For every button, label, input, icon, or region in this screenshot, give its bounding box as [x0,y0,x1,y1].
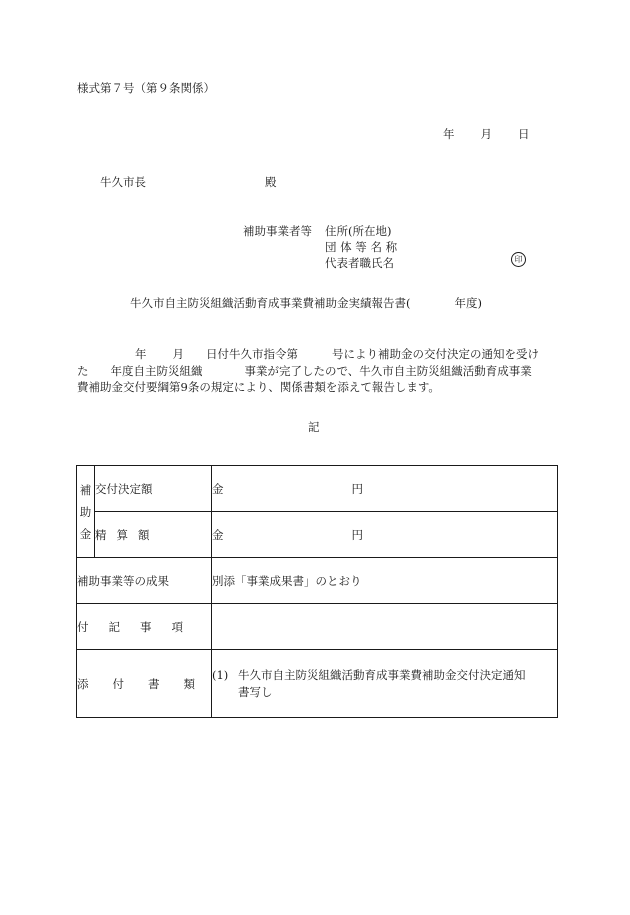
date-day: 日 [518,127,530,141]
settlement-value: 金 円 [212,512,558,558]
attachments-value [212,650,558,718]
attachment-line2: 書写し [238,684,273,699]
report-title-main: 牛久市自主防災組織活動育成事業費補助金実績報告書( [130,296,411,310]
addressee [100,177,277,189]
notes-value [212,604,558,650]
report-table [76,465,558,718]
settlement-label: 精 算 額 [95,512,212,558]
notes-row [77,604,558,650]
results-value: 別添「事業成果書」のとおり [212,558,558,604]
body-month: 月 [172,347,184,361]
report-title [130,298,482,310]
body-line1-b: 号により補助金の交付決定の通知を受け [332,347,539,361]
body-line2-a: た [77,363,89,378]
results-label: 補助事業等の成果 [77,558,212,604]
notes-label: 付 記 事 項 [77,604,212,650]
ki-heading: 記 [308,420,320,434]
body-paragraph [77,346,557,396]
attachment-line1: 牛久市自主防災組織活動育成事業費補助金交付決定通知 [238,667,526,682]
grant-decision-value: 金 円 [212,466,558,512]
address-label: 住所(所在地) [325,224,392,238]
form-number: 様式第７号（第９条関係） [77,81,215,95]
date-year: 年 [443,127,455,141]
report-title-suffix: 年度) [454,296,482,310]
hojokin-label: 補 助 金 [77,466,95,558]
grant-decision-label: 交付決定額 [95,466,212,512]
representative-label: 代表者職氏名 [325,256,394,270]
results-row [77,558,558,604]
body-line1-a: 日付牛久市指令第 [206,347,298,361]
date-line [443,129,530,141]
attachment-number: (1) [212,667,229,682]
attachments-row [77,650,558,718]
org-name-label: 団 体 等 名 称 [325,240,398,254]
applicant-role: 補助事業者等 [243,224,312,238]
addressee-name: 牛久市長 [100,175,146,189]
body-line2-c: 事業が完了したので、牛久市自主防災組織活動育成事業 [244,363,532,378]
addressee-honorific: 殿 [265,175,277,189]
attachments-label: 添 付 書 類 [77,650,212,718]
grant-amount-row [77,466,558,512]
body-line2-b: 年度自主防災組織 [110,363,203,378]
applicant-block [243,223,397,271]
body-year: 年 [135,347,147,361]
body-line3: 費補助金交付要綱第9条の規定により、関係書類を添えて報告します。 [77,380,440,394]
seal-mark: 印 [511,252,526,267]
settlement-row [77,512,558,558]
date-month: 月 [480,127,492,141]
